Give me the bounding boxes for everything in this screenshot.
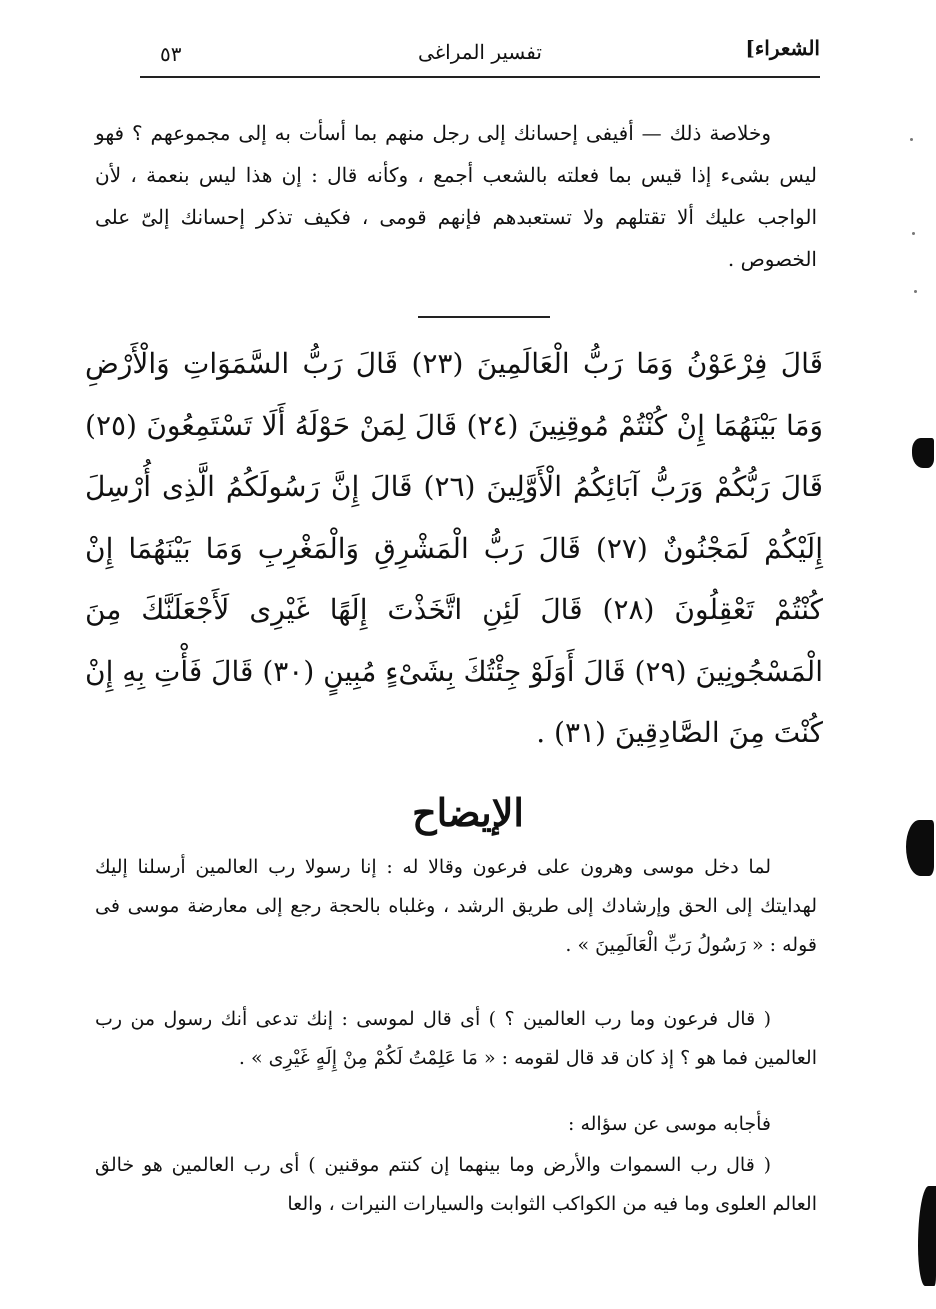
section-separator xyxy=(418,316,550,318)
scan-speck xyxy=(912,232,915,235)
page-number: ٥٣ xyxy=(160,42,182,66)
explanation-paragraph-2: ( قال فرعون وما رب العالمين ؟ ) أى قال لموسى : إنك تدعى أنك رسول من رب العالمين فما هو ؟ إذ كان قد قال لقومه : « مَا عَلِمْتُ لَكُمْ مِنْ إِلَهٍ غَيْرِى » . xyxy=(95,1008,817,1069)
explanation-paragraph-4: ( قال رب السموات والأرض وما بينهما إن كنتم موقنين ) أى رب العالمين هو خالق العالم العلوى وما فيه من الكواكب الثوابت والسيارات النيرات ، والعا xyxy=(95,1154,817,1215)
running-header xyxy=(140,36,820,82)
scan-blotch xyxy=(918,1186,936,1286)
header-rule xyxy=(140,76,820,78)
scan-speck xyxy=(914,290,917,293)
intro-paragraph: وخلاصة ذلك — أفيفى إحسانك إلى رجل منهم بما أسأت به إلى مجموعهم ؟ فهو ليس بشىء إذا قيس بما فعلته بالشعب أجمع ، وكأنه قال : إن هذا ليس بنعمة ، لأن الواجب عليك ألا تقتلهم ولا تستعبدهم فإنهم قومى ، فكيف تذكر إحسانك إلىّ على الخصوص . xyxy=(95,121,817,271)
scan-speck xyxy=(910,138,913,141)
section-heading: الإيضاح xyxy=(412,790,524,835)
explanation-paragraph-3: فأجابه موسى عن سؤاله : xyxy=(568,1113,771,1135)
surah-name: الشعراء] xyxy=(745,36,820,60)
quran-verses: قَالَ فِرْعَوْنُ وَمَا رَبُّ الْعَالَمِينَ (٢٣) قَالَ رَبُّ السَّمَوَاتِ وَالْأَرْضِ وَمَا بَيْنَهُمَا إِنْ كُنْتُمْ مُوقِنِينَ (٢٤) قَالَ لِمَنْ حَوْلَهُ أَلَا تَسْتَمِعُونَ (٢٥) قَالَ رَبُّكُمْ وَرَبُّ آبَائِكُمُ الْأَوَّلِينَ (٢٦) قَالَ إِنَّ رَسُولَكُمُ الَّذِى أُرْسِلَ إِلَيْكُمْ لَمَجْنُونٌ (٢٧) قَالَ رَبُّ الْمَشْرِقِ وَالْمَغْرِبِ وَمَا بَيْنَهُمَا إِنْ كُنْتُمْ تَعْقِلُونَ (٢٨) قَالَ لَئِنِ اتَّخَذْتَ إِلَهًا غَيْرِى لَأَجْعَلَنَّكَ مِنَ الْمَسْجُونِينَ (٢٩) قَالَ أَوَلَوْ جِئْتُكَ بِشَىْءٍ مُبِينٍ (٣٠) قَالَ فَأْتِ بِهِ إِنْ كُنْتَ مِنَ الصَّادِقِينَ (٣١) . xyxy=(85,347,824,749)
book-title: تفسير المراغى xyxy=(418,40,542,64)
scan-blotch xyxy=(906,820,934,876)
explanation-paragraph-1: لما دخل موسى وهرون على فرعون وقالا له : إنا رسولا رب العالمين أرسلنا إليك لهدايتك إلى الحق وإرشادك إلى طريق الرشد ، وغلباه بالحجة رجع إلى معارضة موسى فى قوله : « رَسُولُ رَبِّ الْعَالَمِينَ » . xyxy=(95,856,817,956)
scan-blotch xyxy=(912,438,934,468)
